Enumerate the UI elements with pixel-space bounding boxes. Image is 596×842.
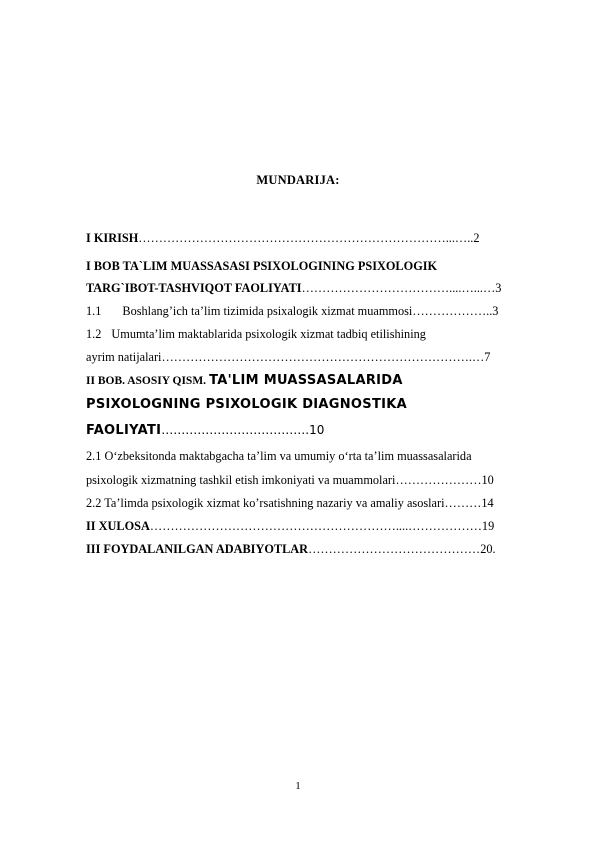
- toc-entry-title: Umumta’lim maktablarida psixologik xizmat tadbiq etilishining: [111, 327, 426, 341]
- toc-leader-dots: ……………………………….: [161, 423, 310, 437]
- toc-entry-references: [86, 541, 496, 557]
- toc-page-number: 7: [484, 350, 491, 364]
- toc-leader-dots: …………………………………………………………………...…..: [138, 231, 474, 245]
- toc-entry-chapter-2: [86, 372, 403, 389]
- toc-leader-dots: ……………………………………: [308, 542, 481, 556]
- toc-entry-title: I KIRISH: [86, 231, 139, 245]
- toc-heading: MUNDARIJA:: [256, 173, 340, 187]
- page-number: 1: [295, 780, 301, 792]
- toc-entry-chapter-1-cont: [86, 280, 501, 296]
- toc-entry-2-2: [86, 495, 494, 511]
- toc-entry-title: Boshlang’ich ta’lim tizimida psixalogik xizmat muammosi: [122, 304, 413, 318]
- toc-page-number: 19: [481, 519, 495, 533]
- toc-entry-title: III FOYDALANILGAN ADABIYOTLAR: [86, 542, 309, 556]
- toc-entry-1-2: [86, 326, 426, 342]
- toc-entry-1-2-cont: [86, 349, 490, 365]
- toc-entry-2-1: 2.1 O‘zbeksitonda maktabgacha ta’lim va umumiy o‘rta ta’lim muassasalarida: [86, 449, 472, 463]
- toc-entry-title: TA'LIM MUASSASALARIDA: [209, 373, 403, 388]
- toc-leader-dots: ………………………………....…...…: [301, 281, 496, 295]
- toc-leader-dots: ………: [444, 496, 482, 510]
- toc-entry-title: FAOLIYATI: [86, 423, 162, 438]
- toc-page-number: 20.: [480, 542, 496, 556]
- toc-leader-dots: ………………..: [412, 304, 493, 318]
- toc-entry-title: psixologik xizmatning tashkil etish imkoniyati va muammolari: [86, 473, 396, 487]
- toc-entry-introduction: [86, 230, 480, 246]
- toc-page-number: 3: [495, 281, 502, 295]
- toc-section-number: 1.2: [86, 327, 102, 341]
- toc-entry-chapter-1: I BOB TA`LIM MUASSASASI PSIXOLOGINING PSIXOLOGIK: [86, 259, 438, 273]
- toc-leader-dots: …………………: [395, 473, 482, 487]
- toc-entry-2-1-cont: [86, 472, 494, 488]
- toc-entry-1-1: [86, 303, 498, 319]
- toc-page-number: 10: [481, 473, 494, 487]
- toc-entry-title: TARG`IBOT-TASHVIQOT FAOLIYATI: [86, 281, 302, 295]
- toc-entry-title: ayrim natijalari: [86, 350, 162, 364]
- toc-entry-title: II XULOSA: [86, 519, 150, 533]
- toc-entry-title: 2.2 Ta’limda psixologik xizmat ko’rsatishning nazariy va amaliy asoslari: [86, 496, 445, 510]
- toc-page-number: 10: [309, 423, 325, 437]
- toc-page-number: 3: [492, 304, 499, 318]
- toc-entry-chapter-2-cont: PSIXOLOGNING PSIXOLOGIK DIAGNOSTIKA: [86, 397, 407, 412]
- toc-page-number: 14: [481, 496, 494, 510]
- toc-leader-dots: ………………………………………………………………….…: [161, 350, 485, 364]
- toc-page-number: 2: [473, 231, 480, 245]
- toc-entry-conclusion: [86, 518, 494, 534]
- toc-chapter-prefix: II BOB. ASOSIY QISM.: [86, 375, 207, 387]
- toc-section-number: 1.1: [86, 304, 102, 318]
- toc-leader-dots: ……………………………………………………....………………: [149, 519, 482, 533]
- toc-entry-chapter-2-end: [86, 422, 324, 439]
